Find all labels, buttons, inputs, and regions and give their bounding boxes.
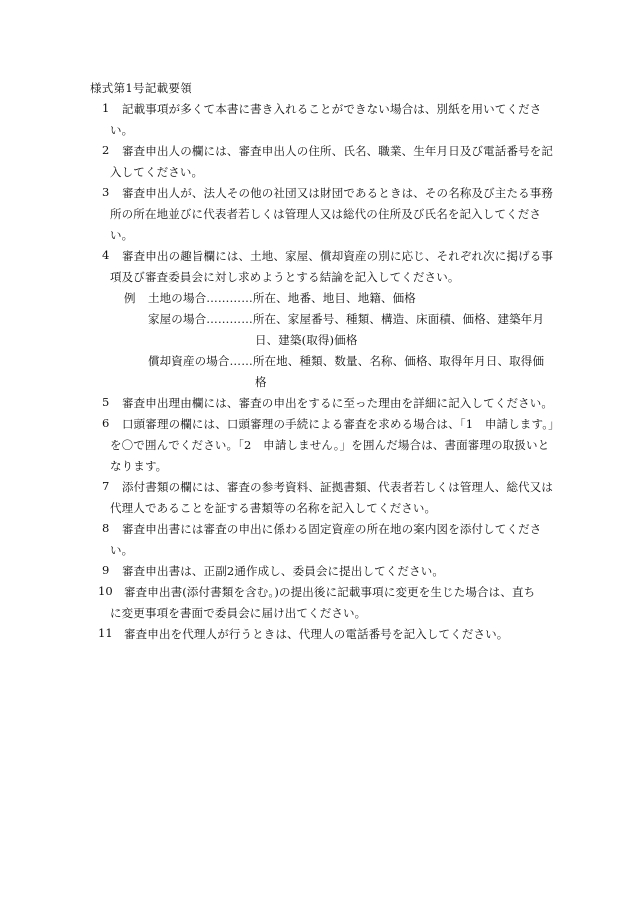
- item-number: 9: [102, 563, 110, 577]
- item-text: い。: [110, 123, 134, 137]
- item-number: 2: [102, 143, 110, 157]
- item-text: 代理人であることを証する書類等の名称を記入してください。: [110, 501, 437, 515]
- item-number: 5: [102, 395, 110, 409]
- item-text: 審査申出書(添付書類を含む。)の提出後に記載事項に変更を生じた場合は、直ち: [124, 585, 536, 599]
- item-number: 6: [102, 416, 110, 430]
- item-text: 記載事項が多くて本書に書き入れることができない場合は、別紙を用いてくださ: [122, 102, 542, 116]
- item-text: なります。: [110, 459, 168, 473]
- item-text: 審査申出人が、法人その他の社団又は財団であるときは、その名称及び主たる事務: [122, 186, 554, 200]
- item-number: 3: [102, 185, 110, 199]
- item-text: に変更事項を書面で委員会に届け出てください。: [110, 606, 367, 620]
- item-number: 11: [98, 626, 113, 640]
- example-land: 土地の場合…………所在、地番、地目、地籍、価格: [148, 291, 416, 305]
- item-text: 審査申出書は、正副2通作成し、委員会に提出してください。: [122, 564, 445, 578]
- item-text: 審査申出を代理人が行うときは、代理人の電話番号を記入してください。: [124, 627, 509, 641]
- item-text: 口頭審理の欄には、口頭審理の手続による審査を求める場合は、「1 申請します。」: [122, 417, 560, 431]
- item-text: い。: [110, 543, 134, 557]
- example-house-cont: 日、建築(取得)価格: [255, 333, 358, 347]
- item-text: 項及び審査委員会に対し求めようとする結論を記入してください。: [110, 270, 460, 284]
- item-number: 4: [102, 248, 110, 262]
- example-label: 例: [124, 291, 136, 305]
- example-assets: 償却資産の場合……所在地、種類、数量、名称、価格、取得年月日、取得価: [148, 354, 545, 368]
- item-text: 審査申出理由欄には、審査の申出をするに至った理由を詳細に記入してください。: [122, 396, 554, 410]
- item-number: 7: [102, 479, 110, 493]
- example-assets-cont: 格: [255, 375, 267, 389]
- example-house: 家屋の場合…………所在、家屋番号、種類、構造、床面積、価格、建築年月: [148, 312, 545, 326]
- item-number: 8: [102, 521, 110, 535]
- item-text: 審査申出の趣旨欄には、土地、家屋、償却資産の別に応じ、それぞれ次に掲げる事: [122, 249, 554, 263]
- item-text: 添付書類の欄には、審査の参考資料、証拠書類、代表者若しくは管理人、総代又は: [122, 480, 554, 494]
- item-number: 10: [98, 584, 113, 598]
- item-text: 所の所在地並びに代表者若しくは管理人又は総代の住所及び氏名を記入してくださ: [110, 207, 542, 221]
- item-text: 審査申出人の欄には、審査申出人の住所、氏名、職業、生年月日及び電話番号を記: [122, 144, 554, 158]
- item-number: 1: [102, 101, 110, 115]
- item-text: 入してください。: [110, 165, 204, 179]
- item-text: を〇で囲んでください。「2 申請しません。」を囲んだ場合は、書面審理の取扱いと: [110, 438, 550, 452]
- page-title: 様式第1号記載要領: [90, 81, 193, 95]
- item-text: い。: [110, 228, 134, 242]
- item-text: 審査申出書には審査の申出に係わる固定資産の所在地の案内図を添付してくださ: [122, 522, 542, 536]
